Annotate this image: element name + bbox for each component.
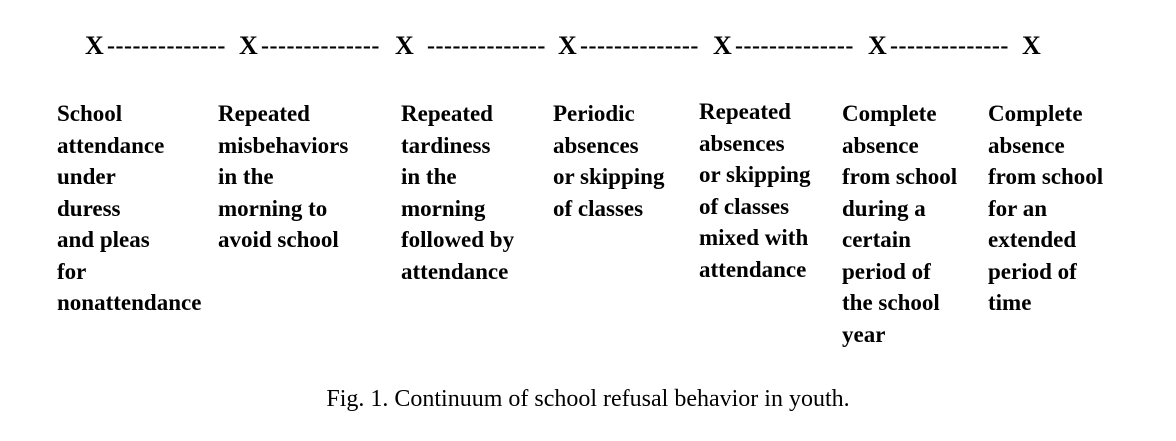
stage-2-label: Repeated misbehaviors in the morning to avoid school bbox=[218, 101, 349, 252]
axis-marker-3: X bbox=[395, 31, 414, 60]
axis-marker-4: X bbox=[558, 31, 577, 60]
axis-dashes-1: -------------- bbox=[107, 33, 226, 59]
axis-dashes-6: -------------- bbox=[890, 33, 1009, 59]
axis-marker-2: X bbox=[239, 31, 258, 60]
figure-caption: Fig. 1. Continuum of school refusal behavior in youth. bbox=[326, 386, 850, 412]
axis-dashes-3: -------------- bbox=[427, 33, 546, 59]
axis-marker-7: X bbox=[1022, 31, 1041, 60]
stage-3-label: Repeated tardiness in the morning followed by attendance bbox=[401, 101, 515, 284]
axis-dashes-4: -------------- bbox=[580, 33, 699, 59]
stage-1-label: School attendance under duress and pleas for nonattendance bbox=[57, 101, 202, 315]
stage-7-label: Complete absence from school for an extended period of time bbox=[988, 101, 1104, 315]
axis-marker-5: X bbox=[713, 31, 732, 60]
axis-dashes-5: -------------- bbox=[735, 33, 854, 59]
axis-dashes-2: -------------- bbox=[261, 33, 380, 59]
axis-marker-6: X bbox=[868, 31, 887, 60]
stage-4-label: Periodic absences or skipping of classes bbox=[553, 101, 665, 221]
stage-6-label: Complete absence from school during a certain period of the school year bbox=[842, 101, 958, 347]
continuum-axis bbox=[85, 30, 1085, 64]
axis-marker-1: X bbox=[85, 31, 104, 60]
stage-5-label: Repeated absences or skipping of classes mixed with attendance bbox=[699, 99, 811, 282]
